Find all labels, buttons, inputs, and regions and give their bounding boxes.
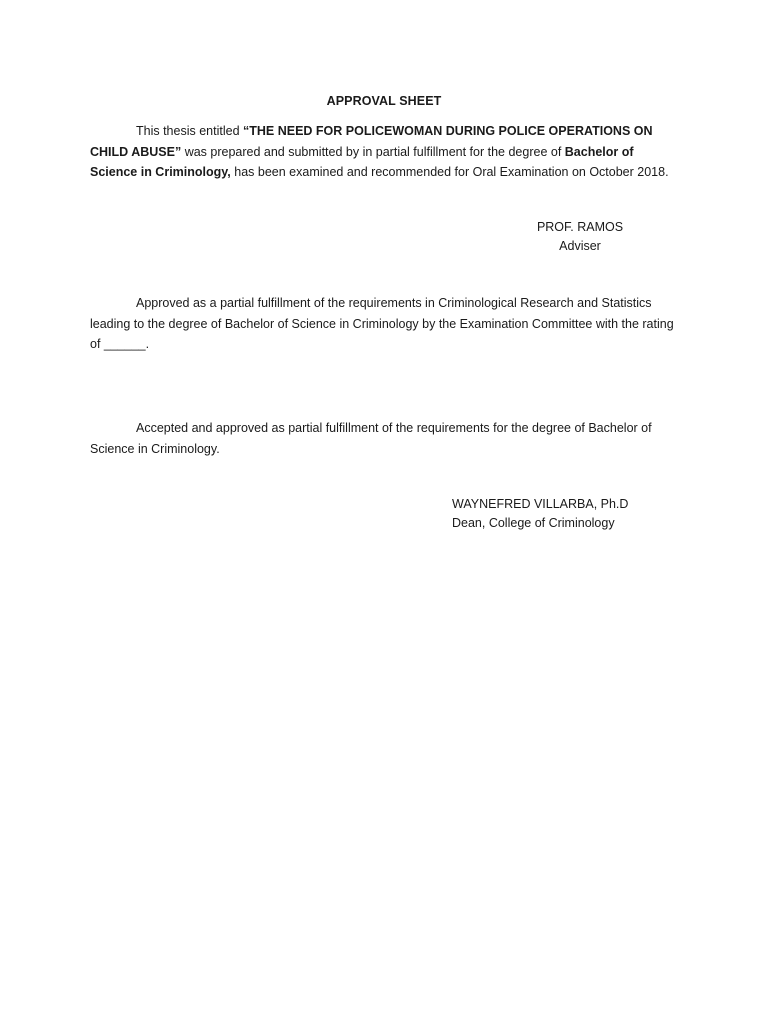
document-title: APPROVAL SHEET	[326, 94, 442, 108]
adviser-signature-block	[520, 218, 640, 256]
intro-text: This thesis entitled	[136, 124, 243, 138]
dean-signature-block	[452, 495, 692, 533]
committee-approval-paragraph: Approved as a partial fulfillment of the requirements in Criminological Research and Statistics leading to the degree of Bachelor of Science in Criminology by the Examination Committee with the rating of ______.	[90, 296, 674, 351]
degree-name: Bachelor of Science in Criminology,	[90, 144, 634, 179]
dean-name: WAYNEFRED VILLARBA, Ph.D	[452, 497, 629, 511]
thesis-title: “THE NEED FOR POLICEWOMAN DURING POLICE OPERATIONS ON CHILD ABUSE”	[90, 124, 653, 159]
middle-text: was prepared and submitted by in partial fulfillment for the degree of	[181, 144, 565, 159]
acceptance-paragraph: Accepted and approved as partial fulfillment of the requirements for the degree of Bachelor of Science in Criminology.	[90, 421, 652, 456]
adviser-role: Adviser	[559, 239, 601, 253]
end-text: has been examined and recommended for Oral Examination on October 2018.	[230, 165, 669, 179]
dean-role: Dean, College of Criminology	[452, 516, 615, 530]
adviser-name: PROF. RAMOS	[536, 220, 624, 234]
thesis-statement-paragraph	[90, 121, 678, 183]
